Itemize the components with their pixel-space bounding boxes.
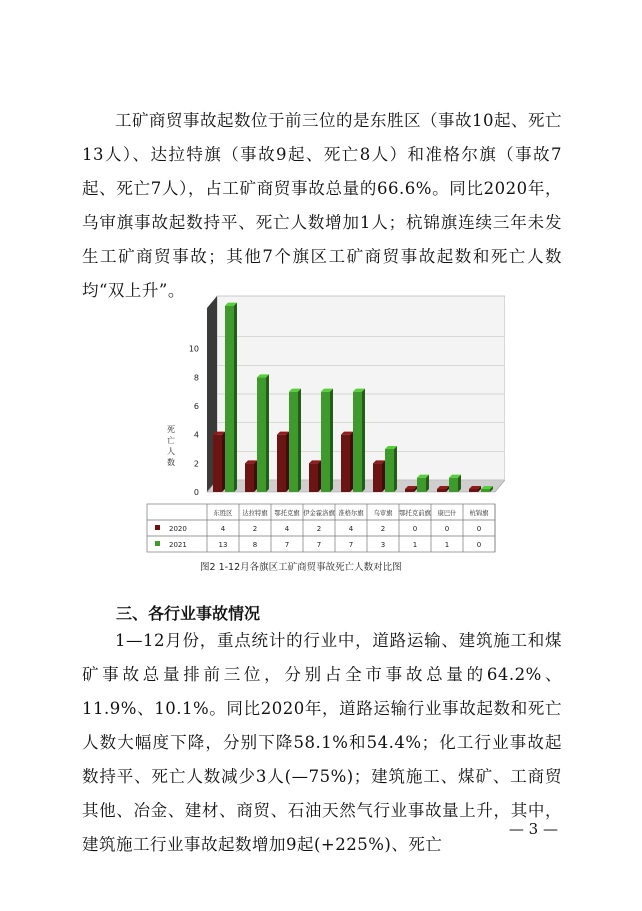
bar-side bbox=[362, 389, 365, 492]
bar-2021 bbox=[449, 475, 461, 492]
bar-front bbox=[245, 463, 254, 492]
bar-2020 bbox=[309, 460, 321, 492]
bar-2020 bbox=[373, 460, 385, 492]
bar-front bbox=[257, 377, 266, 492]
bar-front bbox=[481, 489, 490, 492]
paragraph-2 bbox=[82, 624, 562, 862]
bar-2021 bbox=[225, 303, 237, 492]
x-category-label: 达拉特旗 bbox=[242, 510, 268, 517]
bar-side bbox=[286, 432, 289, 492]
bar-front bbox=[341, 435, 350, 492]
bar-front bbox=[437, 489, 446, 492]
y-tick-label: 4 bbox=[193, 430, 199, 440]
data-value-2020: 0 bbox=[412, 525, 418, 533]
y-axis-label-char: 亡 bbox=[167, 436, 175, 445]
y-axis-label-char: 数 bbox=[167, 458, 175, 467]
x-category-label: 杭锦旗 bbox=[469, 510, 489, 517]
legend-swatch-2021 bbox=[155, 541, 160, 546]
data-value-2020: 4 bbox=[284, 525, 290, 533]
bar-front bbox=[405, 489, 414, 492]
bar-front bbox=[309, 463, 318, 492]
bar-2020 bbox=[277, 432, 289, 492]
y-tick-label: 0 bbox=[193, 488, 199, 497]
bar-front bbox=[321, 392, 330, 492]
chart bbox=[145, 282, 505, 554]
data-value-2021: 3 bbox=[380, 541, 386, 549]
data-value-2021: 0 bbox=[476, 541, 482, 549]
bar-front bbox=[277, 435, 286, 492]
data-value-2020: 4 bbox=[220, 525, 226, 533]
bar-2021 bbox=[417, 475, 429, 492]
data-value-2020: 0 bbox=[476, 525, 482, 533]
y-tick-label: 10 bbox=[188, 344, 199, 354]
data-value-2021: 1 bbox=[444, 541, 450, 549]
legend-label-2020: 2020 bbox=[169, 525, 187, 533]
y-tick-label: 6 bbox=[193, 402, 199, 411]
bar-side bbox=[234, 303, 237, 492]
y-tick-label: 8 bbox=[193, 373, 199, 383]
data-value-2021: 1 bbox=[412, 541, 418, 549]
bar-side bbox=[426, 475, 429, 492]
section-heading: 三、各行业事故情况 bbox=[116, 604, 261, 623]
chart-caption: 图2 1-12月各旗区工矿商贸事故死亡人数对比图 bbox=[200, 562, 402, 573]
paragraph-2-text: 1—12月份，重点统计的行业中，道路运输、建筑施工和煤矿事故总量排前三位，分别占全市事故总量的64.2%、11.9%、10.1%。同比2020年，道路运输行业事故起数和死亡人数大幅度下降，分别下降58.1%和54.4%；化工行业事故起数持平、死亡人数减少3人(—75%)；建筑施工、煤矿、工商贸其他、冶金、建材、商贸、石油天然气行业事故量上升，其中，建筑施工行业事故起数增加9起(+225%)、死亡 bbox=[82, 631, 562, 854]
data-value-2021: 8 bbox=[252, 541, 258, 549]
x-category-label: 东胜区 bbox=[213, 510, 233, 517]
bar-side bbox=[330, 389, 333, 492]
bar-2021 bbox=[385, 446, 397, 492]
page-number: — 3 — bbox=[508, 820, 558, 838]
legend-swatch-2020 bbox=[155, 525, 160, 530]
paragraph-1-text: 工矿商贸事故起数位于前三位的是东胜区（事故10起、死亡13人）、达拉特旗（事故9起、死亡8人）和准格尔旗（事故7起、死亡7人），占工矿商贸事故总量的66.6%。同比2020年，乌审旗事故起数持平、死亡人数增加1人；杭锦旗连续三年未发生工矿商贸事故；其他7个旗区工矿商贸事故起数和死亡人数均“双上升”。 bbox=[82, 111, 562, 300]
legend-label-2021: 2021 bbox=[169, 541, 187, 549]
bar-front bbox=[385, 449, 394, 492]
bar-side bbox=[458, 475, 461, 492]
y-axis-label-char: 死 bbox=[167, 425, 175, 434]
bar-side bbox=[222, 432, 225, 492]
bar-2021 bbox=[321, 389, 333, 492]
bar-2020 bbox=[341, 432, 353, 492]
data-value-2021: 13 bbox=[218, 541, 228, 549]
data-value-2021: 7 bbox=[316, 541, 322, 549]
bar-2021 bbox=[353, 389, 365, 492]
bar-2021 bbox=[289, 389, 301, 492]
bar-front bbox=[213, 435, 222, 492]
data-value-2021: 7 bbox=[348, 541, 354, 549]
bar-side bbox=[394, 446, 397, 492]
x-category-label: 康巴什 bbox=[437, 510, 457, 517]
bar-front bbox=[225, 306, 234, 492]
bar-2020 bbox=[245, 460, 257, 492]
bar-front bbox=[449, 478, 458, 492]
x-category-label: 准格尔旗 bbox=[338, 510, 364, 517]
bar-side bbox=[382, 460, 385, 492]
paragraph-1 bbox=[82, 104, 562, 308]
bar-side bbox=[350, 432, 353, 492]
bar-2021 bbox=[257, 374, 269, 492]
data-value-2021: 7 bbox=[284, 541, 290, 549]
bar-front bbox=[373, 463, 382, 492]
bar-front bbox=[353, 392, 362, 492]
data-value-2020: 2 bbox=[316, 525, 322, 533]
bar-front bbox=[289, 392, 298, 492]
x-category-label: 鄂托克旗 bbox=[274, 510, 300, 517]
data-value-2020: 0 bbox=[444, 525, 450, 533]
y-tick-label: 2 bbox=[193, 459, 199, 469]
bar-front bbox=[417, 478, 426, 492]
bar-side bbox=[318, 460, 321, 492]
y-axis-label-char: 人 bbox=[167, 447, 175, 456]
bar-side bbox=[298, 389, 301, 492]
data-value-2020: 2 bbox=[252, 525, 258, 533]
bar-side bbox=[254, 460, 257, 492]
bar-side bbox=[266, 374, 269, 492]
bar-front bbox=[469, 489, 478, 492]
data-value-2020: 4 bbox=[348, 525, 354, 533]
x-category-label: 鄂托克前旗 bbox=[399, 510, 431, 517]
bar-2020 bbox=[213, 432, 225, 492]
data-value-2020: 2 bbox=[380, 525, 386, 533]
x-category-label: 乌审旗 bbox=[373, 510, 393, 517]
x-category-label: 伊金霍洛旗 bbox=[303, 510, 335, 517]
